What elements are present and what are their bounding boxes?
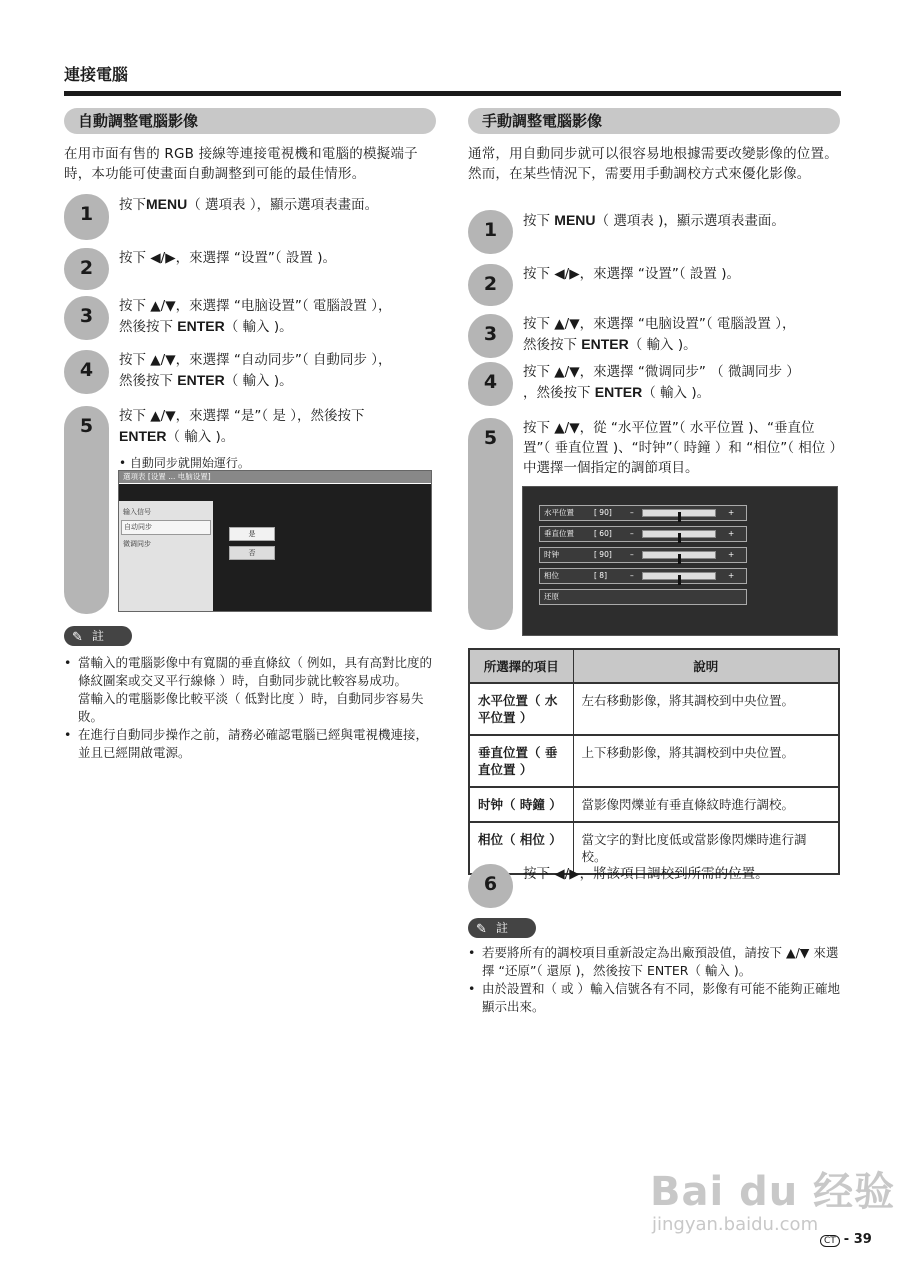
table-cell-desc: 當影像閃爍並有垂直條紋時進行調校。 — [573, 787, 839, 822]
plus-icon: + — [728, 550, 735, 559]
step-5 — [468, 418, 840, 478]
step-badge: 2 — [468, 264, 513, 306]
step-text: 按下 ◀/▶，來選擇 “设置”（ 設置 )。 — [119, 250, 336, 266]
step-text: 按下 ▲/▼，來選擇 “电脑设置”（ 電腦設置 ）， — [119, 298, 392, 314]
step-badge: 2 — [64, 248, 109, 290]
step-text: 然後按下 — [119, 319, 178, 335]
note-tag — [64, 626, 132, 646]
key-enter: ENTER — [594, 384, 643, 400]
step-text: 按下 — [119, 197, 146, 213]
key-menu: MENU — [146, 196, 188, 212]
step-4 — [468, 362, 840, 403]
osd-menu-item: 微调同步 — [123, 540, 151, 548]
step-badge: 3 — [64, 296, 109, 340]
note-item: • 若要將所有的調校項目重新設定為出廠預設值，請按下 ▲/▼ 來選擇 “还原”（ 還原 )，然後按下 ENTER（ 輸入 )。 — [468, 944, 840, 980]
osd-reset: 还原 — [539, 589, 747, 605]
step-text: ，然後按下 — [523, 385, 595, 401]
key-enter: ENTER — [177, 372, 225, 388]
key-enter: ENTER — [177, 318, 225, 334]
header-rule — [64, 91, 841, 96]
step-text: （ 選項表 )，顯示選項表畫面。 — [595, 213, 785, 229]
osd-row-label: 时钟 — [544, 550, 559, 559]
step-text: 按下 ◀/▶，將該項目調校到所需的位置。 — [523, 866, 769, 882]
minus-icon: – — [630, 529, 634, 538]
note-item-continued: 當輸入的電腦影像比較平淡（ 低對比度 ）時，自動同步容易失敗。 — [78, 691, 424, 724]
minus-icon: – — [630, 571, 634, 580]
step-text: 按下 ▲/▼，來選擇 “是”（ 是 ），然後按下 — [119, 408, 365, 424]
step-text: 按下 ▲/▼，從 “水平位置”（ 水平位置 )、“垂直位置”（ 垂直位置 )、“时钟”（ 時鐘 ）和 “相位”（ 相位 ）中選擇一個指定的調節項目。 — [523, 420, 837, 476]
step-1 — [64, 194, 436, 225]
table-cell-desc: 上下移動影像，將其調校到中央位置。 — [573, 735, 839, 787]
notes-manual — [468, 944, 840, 1016]
slider-track — [642, 530, 716, 538]
note-item: • 當輸入的電腦影像中有寬闊的垂直條紋（ 例如，具有高對比度的條紋圖案或交叉平行線條 ）時，自動同步就比較容易成功。 — [64, 654, 436, 690]
note-item: • 在進行自動同步操作之前，請務必確認電腦已經與電視機連接，並且已經開啟電源。 — [64, 726, 436, 762]
table-row — [469, 787, 839, 822]
osd-row-label: 相位 — [544, 571, 559, 580]
minus-icon: – — [630, 508, 634, 517]
step-badge: 4 — [64, 350, 109, 394]
intro-auto: 在用市面有售的 RGB 接線等連接電視機和電腦的模擬端子時，本功能可使畫面自動調整到可能的最佳情形。 — [64, 146, 418, 182]
table-cell-desc: 左右移動影像，將其調校到中央位置。 — [573, 683, 839, 735]
watermark-url: jingyan.baidu.com — [652, 1214, 819, 1235]
page-number — [820, 1232, 872, 1247]
step-5 — [64, 406, 436, 473]
slider-knob — [678, 554, 681, 564]
osd-row-h-position — [539, 505, 747, 521]
osd-menu-item-selected: 自动同步 — [121, 520, 211, 535]
section-title-auto: 自動調整電腦影像 — [64, 108, 436, 134]
language-badge: CT — [820, 1235, 840, 1247]
step-1 — [468, 210, 840, 241]
manual-adjust-section — [468, 108, 840, 1014]
osd-header-strip — [119, 484, 431, 501]
step-2 — [468, 264, 840, 295]
osd-option-no: 否 — [229, 546, 275, 560]
auto-adjust-section — [64, 108, 436, 760]
osd-row-value: [ 60] — [594, 529, 612, 538]
osd-row-phase — [539, 568, 747, 584]
osd-row-value: [ 90] — [594, 508, 612, 517]
page-number-text: - 39 — [843, 1232, 872, 1247]
osd-menu-item: 输入信号 — [123, 508, 151, 516]
step-text: （ 輸入 )。 — [628, 337, 697, 353]
step-2 — [64, 248, 436, 279]
slider-track — [642, 551, 716, 559]
table-header-row — [469, 649, 839, 683]
plus-icon: + — [728, 529, 735, 538]
step-text: 按下 ▲/▼，來選擇 “微调同步” （ 微調同步 ） — [523, 364, 800, 380]
osd-row-clock — [539, 547, 747, 563]
step-text: 然後按下 — [523, 337, 582, 353]
key-enter: ENTER — [119, 428, 167, 444]
step-text: （ 輸入 )。 — [224, 319, 293, 335]
step-3 — [468, 314, 840, 355]
section-title-manual: 手動調整電腦影像 — [468, 108, 840, 134]
step-badge: 5 — [468, 418, 513, 630]
table-row — [469, 735, 839, 787]
step-badge: 4 — [468, 362, 513, 406]
slider-track — [642, 509, 716, 517]
key-enter: ENTER — [581, 336, 629, 352]
table-cell-item: 垂直位置（ 垂直位置 ） — [469, 735, 573, 787]
osd-fine-sync — [522, 486, 838, 636]
step-text: （ 輸入 )。 — [224, 373, 293, 389]
table-cell-item: 水平位置（ 水平位置 ） — [469, 683, 573, 735]
notes-auto — [64, 654, 436, 762]
slider-knob — [678, 512, 681, 522]
step-text: 然後按下 — [119, 373, 178, 389]
step-text: 按下 ▲/▼，來選擇 “电脑设置”（ 電腦設置 ）， — [523, 316, 796, 332]
table-cell-item: 时钟（ 時鐘 ） — [469, 787, 573, 822]
osd-menu-auto-sync — [118, 470, 432, 612]
paperclip-icon: ✎ — [476, 922, 487, 937]
slider-knob — [678, 575, 681, 585]
step-bullet: • 自動同步就開始運行。 — [119, 456, 250, 470]
adjustment-items-table — [468, 648, 840, 875]
step-text: 按下 ◀/▶，來選擇 “设置”（ 設置 )。 — [523, 266, 740, 282]
table-header: 說明 — [573, 649, 839, 683]
paperclip-icon: ✎ — [72, 630, 83, 645]
step-badge: 1 — [64, 194, 109, 240]
table-row — [469, 683, 839, 735]
page-title: 連接電腦 — [64, 65, 129, 84]
osd-row-value: [ 8] — [594, 571, 608, 580]
minus-icon: – — [630, 550, 634, 559]
step-badge: 1 — [468, 210, 513, 254]
step-text: 按下 ▲/▼，來選擇 “自动同步”（ 自動同步 ）， — [119, 352, 392, 368]
osd-row-value: [ 90] — [594, 550, 612, 559]
step-text: （ 選項表 ），顯示選項表畫面。 — [187, 197, 379, 213]
table-cell-desc: 當文字的對比度低或當影像閃爍時進行調校。 — [573, 822, 839, 874]
key-menu: MENU — [554, 212, 596, 228]
note-item: • 由於設置和（ 或 ）輸入信號各有不同，影像有可能不能夠正確地顯示出來。 — [468, 980, 840, 1016]
step-4 — [64, 350, 436, 391]
step-text: （ 輸入 )。 — [642, 385, 711, 401]
intro-manual: 通常，用自動同步就可以很容易地根據需要改變影像的位置。然而，在某些情況下，需要用手動調校方式來優化影像。 — [468, 146, 838, 182]
osd-option-yes: 是 — [229, 527, 275, 541]
slider-track — [642, 572, 716, 580]
watermark-logo: Bai du 经验 — [650, 1169, 896, 1215]
plus-icon: + — [728, 508, 735, 517]
osd-title-bar: 選項表 [设置 ... 电脑设置] — [119, 471, 431, 483]
osd-row-label: 垂直位置 — [544, 529, 574, 538]
slider-knob — [678, 533, 681, 543]
osd-row-label: 水平位置 — [544, 508, 574, 517]
step-badge: 5 — [64, 406, 109, 614]
osd-menu-panel — [119, 501, 213, 611]
plus-icon: + — [728, 571, 735, 580]
osd-row-v-position — [539, 526, 747, 542]
step-text: （ 輸入 )。 — [166, 429, 235, 445]
note-label: 註 — [92, 629, 105, 643]
note-tag — [468, 918, 536, 938]
step-6 — [468, 864, 840, 895]
step-badge: 6 — [468, 864, 513, 908]
table-header: 所選擇的項目 — [469, 649, 573, 683]
step-badge: 3 — [468, 314, 513, 358]
table-cell-item: 相位（ 相位 ） — [469, 822, 573, 874]
note-label: 註 — [496, 921, 509, 935]
step-3 — [64, 296, 436, 337]
step-text: 按下 — [523, 213, 555, 229]
